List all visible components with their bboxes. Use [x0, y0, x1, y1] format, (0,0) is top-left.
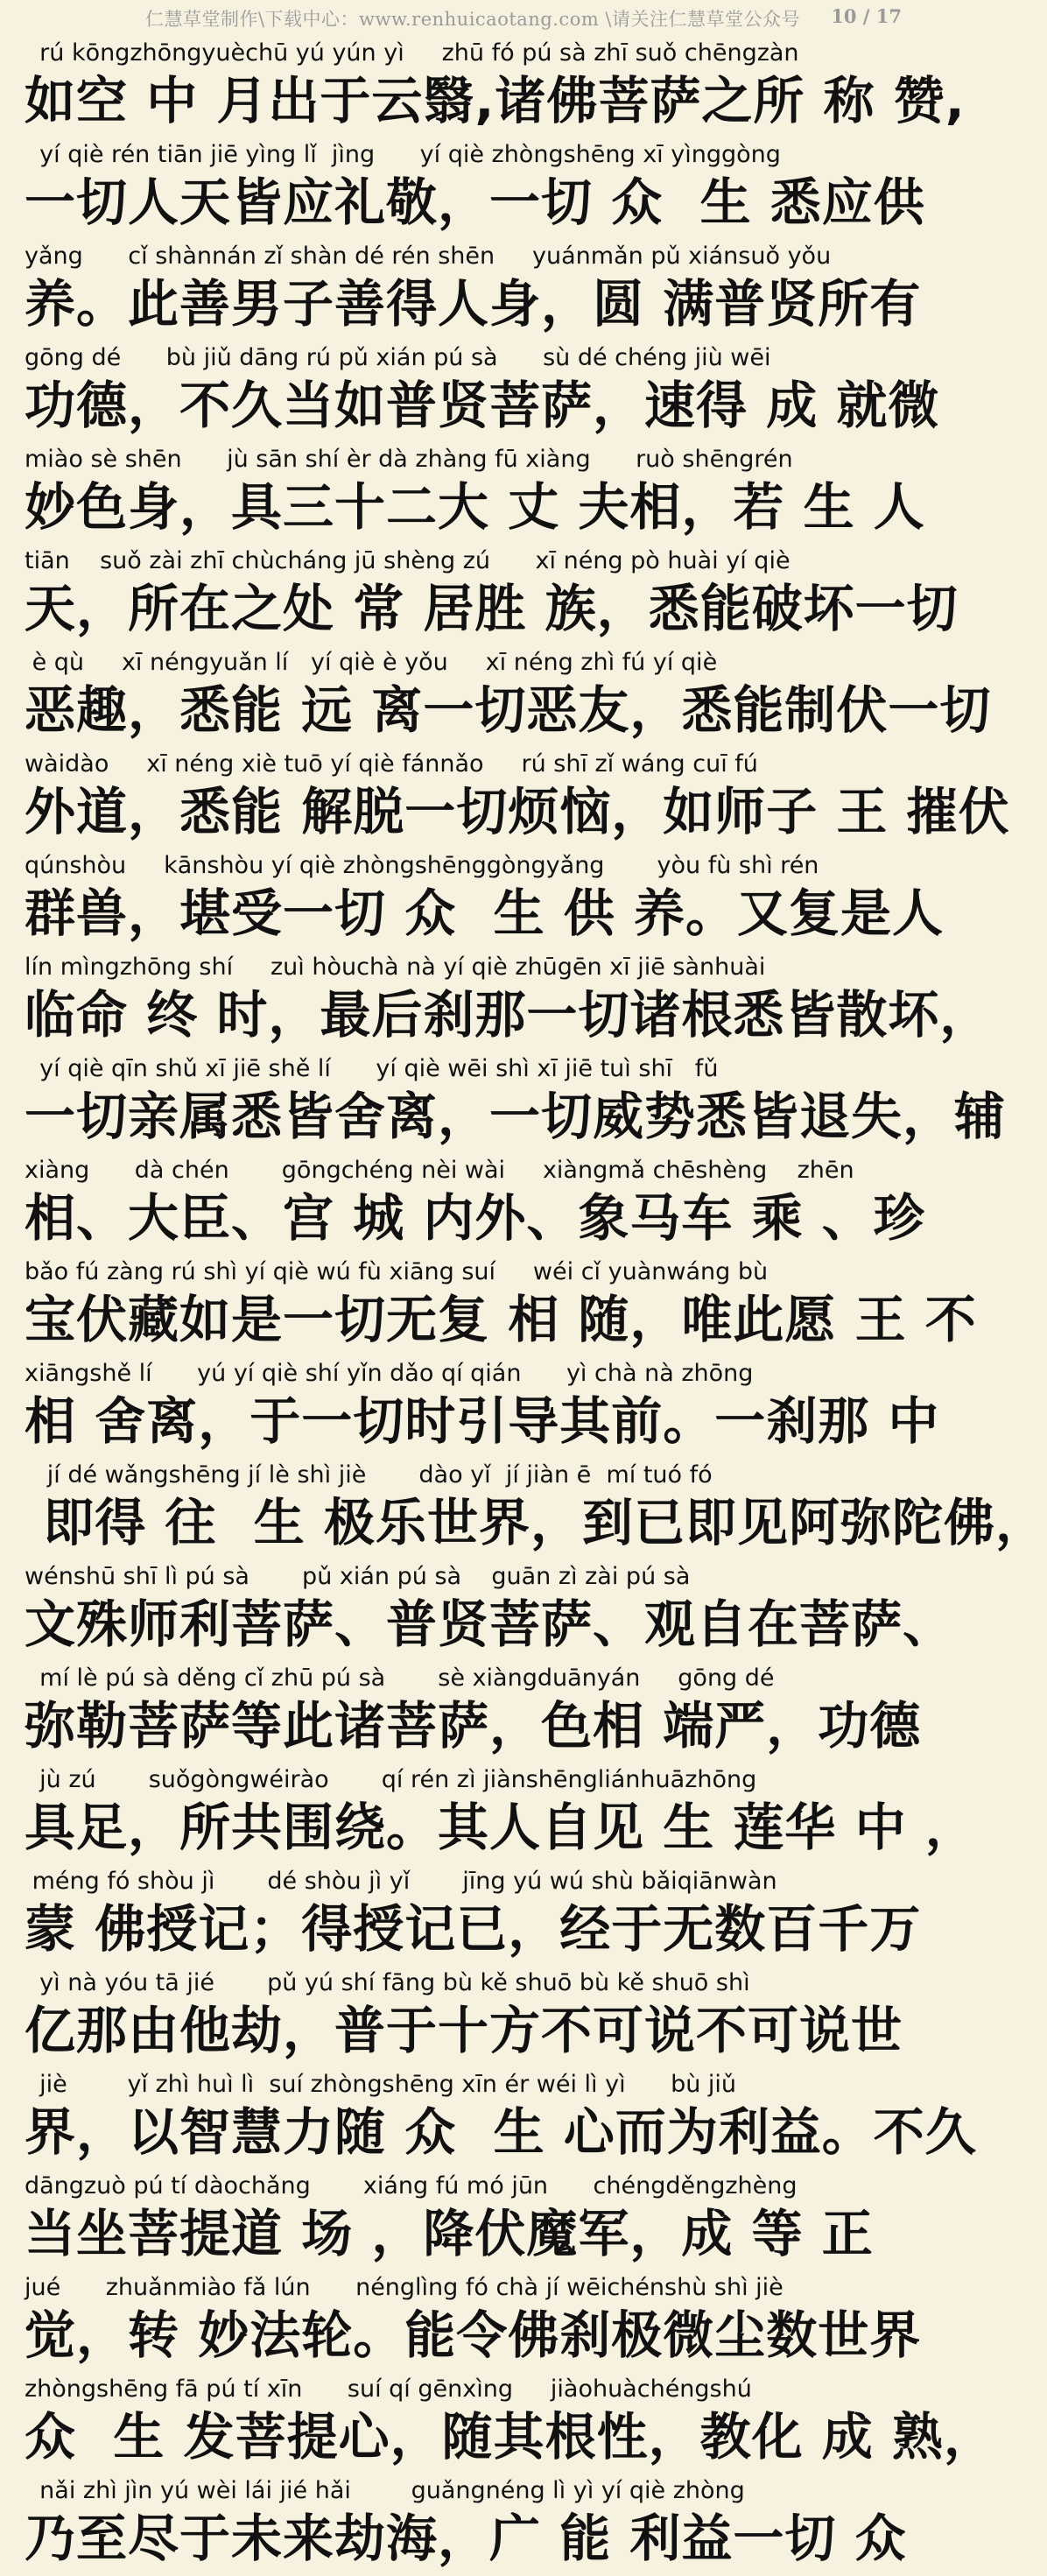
hanzi-line: 天，所在之处 常 居胜 族，悉能破坏一切: [25, 579, 959, 638]
pinyin-line: zhòngshēng fā pú tí xīn suí qí gēnxìng jiàohuàchéngshú: [25, 2375, 752, 2403]
pinyin-line: yì nà yóu tā jié pǔ yú shí fāng bù kě shuō bù kě shuō shì: [25, 1969, 750, 1996]
text-line: [25, 951, 992, 1052]
pinyin-line: lín mìngzhōng shí zuì hòuchà nà yí qiè zhūgēn xī jiē sànhuài: [25, 954, 766, 981]
hanzi-line: 相、大臣、宫 城 内外、象马车 乘 、珍: [25, 1188, 925, 1248]
text-line: [25, 37, 966, 138]
hanzi-line: 亿那由他劫，普于十方不可说不可说世: [25, 2001, 903, 2060]
pinyin-line: wénshū shī lì pú sà pǔ xián pú sà guān zì zài pú sà: [25, 1563, 691, 1590]
text-line: [25, 240, 921, 341]
text-line: [25, 849, 944, 951]
text-line: [25, 1662, 921, 1763]
pinyin-line: jí dé wǎngshēng jí lè shì jiè dào yǐ jí jiàn ē mí tuó fó: [25, 1461, 713, 1489]
text-line: [25, 1560, 955, 1662]
text-line: [25, 1357, 940, 1459]
text-line: [25, 2170, 921, 2271]
pinyin-line: méng fó shòu jì dé shòu jì yǐ jīng yú wú shù bǎiqiānwàn: [25, 1868, 777, 1895]
hanzi-line: 养。此善男子善得人身，圆 满普贤所有: [25, 274, 922, 334]
hanzi-line: 相 舍离，于一切时引导其前。一刹那 中: [25, 1391, 940, 1451]
pinyin-line: tiān suǒ zài zhī chùcháng jū shèng zú xī néng pò huài yí qiè: [25, 547, 791, 574]
text-line: [25, 1459, 1047, 1560]
pinyin-line: gōng dé bù jiǔ dāng rú pǔ xián pú sà sù dé chéng jiù wēi: [25, 344, 771, 371]
text-line: [25, 2068, 977, 2170]
text-line: [25, 1865, 921, 1967]
text-line: [25, 138, 925, 240]
hanzi-line: 妙色身，具三十二大 丈 夫相，若 生 人: [25, 477, 925, 537]
text-line: [25, 545, 959, 646]
hanzi-line: 蒙 佛授记；得授记已，经于无数百千万: [25, 1899, 922, 1959]
pinyin-line: wàidào xī néng xiè tuō yí qiè fánnǎo rú shī zǐ wáng cuī fú: [25, 750, 758, 778]
pinyin-line: yǎng cǐ shànnán zǐ shàn dé rén shēn yuánmǎn pǔ xiánsuǒ yǒu: [25, 243, 832, 270]
text-line: [25, 2271, 921, 2373]
hanzi-line: 宝伏藏如是一切无复 相 随，唯此愿 王 不: [25, 1290, 977, 1349]
pinyin-line: qúnshòu kānshòu yí qiè zhòngshēnggòngyǎng yòu fù shì rén: [25, 852, 819, 879]
text-line: [25, 1763, 977, 1865]
pinyin-line: nǎi zhì jìn yú wèi lái jié hǎi guǎngnéng lì yì yí qiè zhòng: [25, 2477, 745, 2504]
text-line: [25, 1256, 977, 1357]
hanzi-line: 弥勒菩萨等此诸菩萨，色相 端严，功德: [25, 1696, 922, 1756]
hanzi-line: 如空 中 月出于云翳,诸佛菩萨之所 称 赞,: [25, 71, 966, 130]
hanzi-line: 界，以智慧力随 众 生 心而为利益。不久: [25, 2102, 977, 2162]
hanzi-line: 外道，悉能 解脱一切烦恼，如师子 王 摧伏: [25, 782, 1010, 841]
page-number: 10 / 17: [831, 5, 902, 27]
hanzi-line: 一切亲属悉皆舍离，一切威势悉皆退失，辅: [25, 1087, 1007, 1146]
pinyin-line: xiāngshě lí yú yí qiè shí yǐn dǎo qí qián yì chà nà zhōng: [25, 1360, 754, 1387]
text-line: [25, 341, 940, 443]
pinyin-line: jù zú suǒgòngwéirào qí rén zì jiànshēngliánhuāzhōng: [25, 1766, 757, 1793]
text-line: [25, 2373, 995, 2474]
pinyin-line: dāngzuò pú tí dàochǎng xiáng fú mó jūn chéngděngzhèng: [25, 2172, 798, 2199]
hanzi-line: 即得 往 生 极乐世界，到已即见阿弥陀佛，: [25, 1493, 1047, 1552]
hanzi-line: 觉，转 妙法轮。能令佛刹极微尘数世界: [25, 2305, 922, 2365]
pinyin-line: mí lè pú sà děng cǐ zhū pú sà sè xiàngduānyán gōng dé: [25, 1665, 775, 1692]
hanzi-line: 具足，所共围绕。其人自见 生 莲华 中 ，: [25, 1798, 977, 1857]
header-source-text: 仁慧草堂制作\下载中心：www.renhuicaotang.com \请关注仁慧草堂公众号: [144, 9, 801, 30]
hanzi-line: 文殊师利菩萨、普贤菩萨、观自在菩萨、: [25, 1594, 955, 1654]
text-line: [25, 646, 992, 748]
hanzi-line: 众 生 发菩提心，随其根性，教化 成 熟，: [25, 2407, 995, 2467]
text-line: [25, 748, 1010, 849]
hanzi-line: 当坐菩提道 场 ，降伏魔军，成 等 正: [25, 2204, 874, 2263]
pinyin-line: jué zhuǎnmiào fǎ lún nénglìng fó chà jí wēichénshù shì jiè: [25, 2274, 783, 2301]
pinyin-line: xiàng dà chén gōngchéng nèi wài xiàngmǎ chēshèng zhēn: [25, 1157, 854, 1184]
pinyin-line: yí qiè qīn shǔ xī jiē shě lí yí qiè wēi shì xī jiē tuì shī fǔ: [25, 1055, 719, 1082]
hanzi-line: 一切人天皆应礼敬，一切 众 生 悉应供: [25, 172, 925, 232]
hanzi-line: 临命 终 时，最后刹那一切诸根悉皆散坏，: [25, 985, 992, 1045]
text-body: [25, 37, 1047, 2576]
pinyin-line: bǎo fú zàng rú shì yí qiè wú fù xiāng suí wéi cǐ yuànwáng bù: [25, 1258, 769, 1285]
pinyin-line: jiè yǐ zhì huì lì suí zhòngshēng xīn ér wéi lì yì bù jiǔ: [25, 2071, 737, 2098]
pinyin-line: yí qiè rén tiān jiē yìng lǐ jìng yí qiè zhòngshēng xī yìnggòng: [25, 141, 781, 168]
hanzi-line: 功德，不久当如普贤菩萨，速得 成 就微: [25, 376, 940, 435]
text-line: [25, 443, 925, 545]
hanzi-line: 乃至尽于未来劫海，广 能 利益一切 众: [25, 2509, 907, 2568]
hanzi-line: 恶趣，悉能 远 离一切恶友，悉能制伏一切: [25, 680, 992, 740]
pinyin-line: è qù xī néngyuǎn lí yí qiè è yǒu xī néng zhì fú yí qiè: [25, 649, 718, 676]
text-line: [25, 1052, 1007, 1154]
text-line: [25, 2474, 921, 2576]
pinyin-line: miào sè shēn jù sān shí èr dà zhàng fū xiàng ruò shēngrén: [25, 446, 793, 473]
text-line: [25, 1967, 921, 2068]
hanzi-line: 群兽，堪受一切 众 生 供 养。又复是人: [25, 883, 944, 943]
header: [25, 0, 921, 35]
text-line: [25, 1154, 925, 1256]
pinyin-line: rú kōngzhōngyuèchū yú yún yì zhū fó pú sà zhī suǒ chēngzàn: [25, 39, 799, 67]
